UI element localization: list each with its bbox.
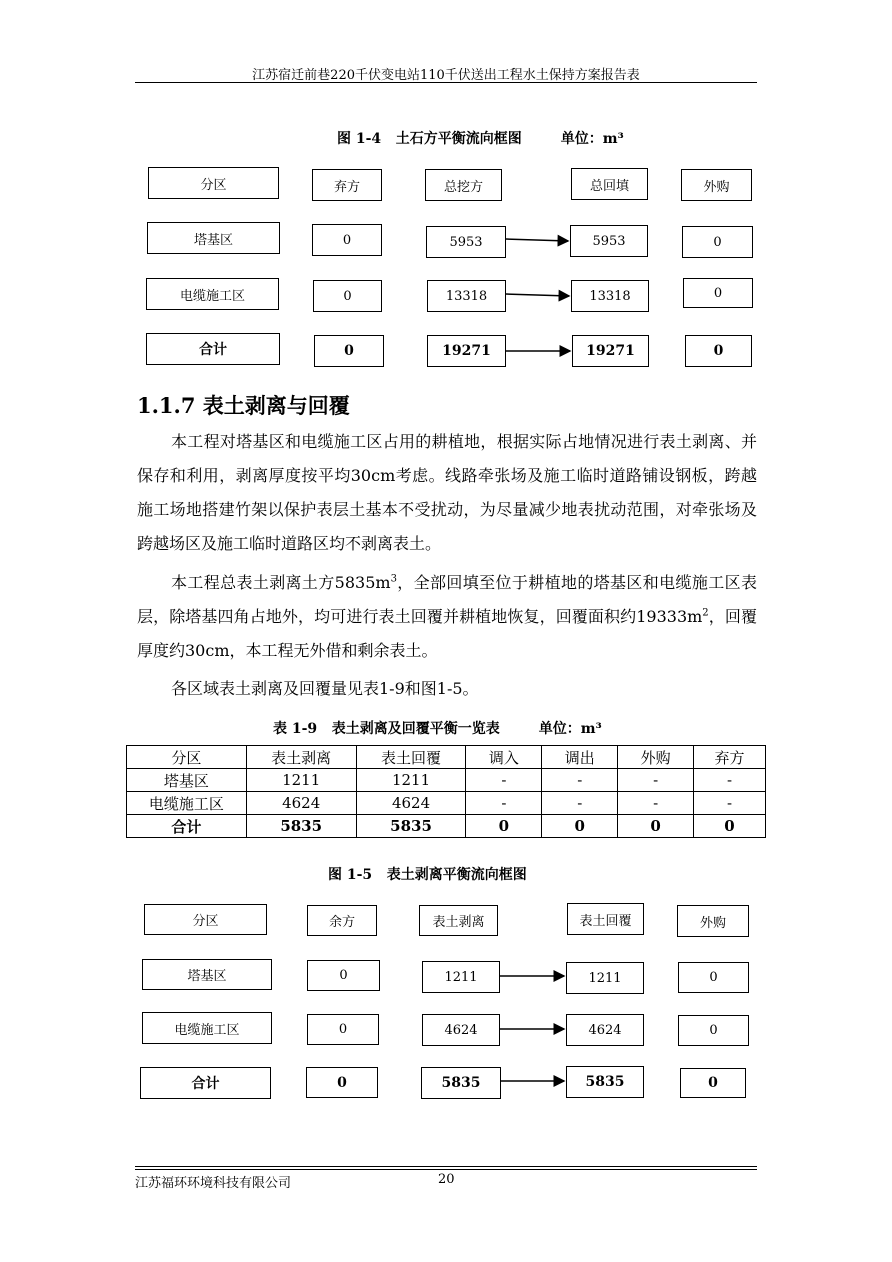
fig15-row2-cover: 4624: [566, 1014, 644, 1046]
fig14-header-zone: 分区: [148, 167, 279, 199]
fig14-row2-excavation: 13318: [427, 280, 506, 312]
table-header-cell: 调出: [542, 746, 618, 769]
table-cell: 0: [618, 815, 694, 838]
fig14-arrow-row1: [506, 239, 568, 241]
fig14-total-excavation: 19271: [427, 335, 506, 367]
fig15-header-surplus: 余方: [307, 905, 377, 936]
paragraph-3: 各区域表土剥离及回覆量见表1-9和图1-5。: [171, 679, 479, 698]
table-cell: -: [694, 769, 766, 792]
table-cell: -: [618, 792, 694, 815]
table-cell: -: [694, 792, 766, 815]
table-header-cell: 外购: [618, 746, 694, 769]
figure-1-4-caption: 图 1-4 土石方平衡流向框图 单位：m³: [337, 131, 624, 147]
fig15-total-zone: 合计: [140, 1067, 271, 1099]
fig14-total-waste: 0: [314, 335, 384, 367]
fig14-total-purchase: 0: [685, 335, 752, 367]
fig15-row2-zone: 电缆施工区: [142, 1012, 272, 1044]
table-header-cell: 分区: [127, 746, 247, 769]
table-cell: 0: [466, 815, 542, 838]
fig14-row1-backfill: 5953: [570, 225, 648, 257]
table-header-cell: 表土回覆: [356, 746, 466, 769]
fig15-total-strip: 5835: [421, 1067, 501, 1099]
table-cell: 塔基区: [127, 769, 247, 792]
fig14-total-zone: 合计: [146, 333, 280, 365]
table-cell: -: [466, 769, 542, 792]
page-header-title: 江苏宿迁前巷220千伏变电站110千伏送出工程水土保持方案报告表: [252, 68, 640, 83]
fig15-row2-purchase: 0: [678, 1015, 749, 1046]
fig15-total-surplus: 0: [306, 1067, 378, 1098]
fig15-total-cover: 5835: [566, 1066, 644, 1098]
fig15-row1-zone: 塔基区: [142, 959, 272, 990]
table-header-cell: 弃方: [694, 746, 766, 769]
fig15-total-purchase: 0: [680, 1068, 746, 1098]
fig15-row1-cover: 1211: [566, 962, 644, 994]
fig15-row2-surplus: 0: [307, 1014, 379, 1045]
fig15-row1-purchase: 0: [678, 962, 749, 993]
fig14-header-waste: 弃方: [312, 169, 382, 201]
footer-company: 江苏福环环境科技有限公司: [135, 1176, 292, 1191]
page-number: 20: [438, 1172, 455, 1187]
table-cell: 1211: [356, 769, 466, 792]
fig15-row2-strip: 4624: [422, 1014, 500, 1046]
fig15-header-zone: 分区: [144, 904, 267, 935]
fig14-row1-waste: 0: [312, 224, 382, 256]
table-cell: -: [466, 792, 542, 815]
table-cell: 合计: [127, 815, 247, 838]
table-header-cell: 表土剥离: [246, 746, 356, 769]
fig15-row1-surplus: 0: [307, 960, 380, 991]
footer-rule: [135, 1166, 757, 1167]
table-cell: 0: [694, 815, 766, 838]
footer-rule-secondary: [135, 1169, 757, 1170]
fig14-header-backfill: 总回填: [571, 168, 648, 200]
fig14-row2-waste: 0: [313, 280, 382, 312]
table-header-cell: 调入: [466, 746, 542, 769]
fig14-arrow-row2: [506, 294, 569, 296]
paragraph-1: 本工程对塔基区和电缆施工区占用的耕植地，根据实际占地情况进行表土剥离、并保存和利用，剥离厚度按平均30cm考虑。线路牵张场及施工临时道路铺设钢板，跨越施工场地搭建竹架以保护表层土基本不受扰动，为尽量减少地表扰动范围，对牵张场及跨越场区及施工临时道路区均不剥离表土。: [137, 432, 757, 553]
table-cell: 5835: [356, 815, 466, 838]
table-cell: 0: [542, 815, 618, 838]
section-title: 1.1.7 表土剥离与回覆: [137, 393, 350, 418]
fig14-header-excavation: 总挖方: [425, 169, 502, 201]
figure-1-5-caption: 图 1-5 表土剥离平衡流向框图: [328, 867, 527, 883]
fig15-header-cover: 表土回覆: [567, 903, 644, 935]
fig15-row1-strip: 1211: [422, 961, 500, 993]
table-cell: 1211: [246, 769, 356, 792]
fig14-header-purchase: 外购: [681, 169, 752, 201]
table-cell: 电缆施工区: [127, 792, 247, 815]
fig14-total-backfill: 19271: [572, 335, 649, 367]
fig14-row2-backfill: 13318: [571, 280, 649, 312]
table-1-9-caption: 表 1-9 表土剥离及回覆平衡一览表 单位：m³: [273, 721, 602, 737]
fig14-row2-purchase: 0: [683, 278, 753, 308]
fig14-row1-zone: 塔基区: [147, 222, 280, 254]
fig14-row1-purchase: 0: [682, 226, 753, 258]
table-cell: 5835: [246, 815, 356, 838]
fig14-row2-zone: 电缆施工区: [146, 278, 279, 310]
table-cell: -: [542, 792, 618, 815]
table-cell: 4624: [246, 792, 356, 815]
table-cell: -: [542, 769, 618, 792]
fig15-header-purchase: 外购: [677, 905, 749, 937]
fig15-header-strip: 表土剥离: [419, 905, 498, 936]
table-cell: 4624: [356, 792, 466, 815]
paragraph-2: 本工程总表土剥离土方$5835m^3$，全部回填至位于耕植地的塔基区和电缆施工区表层，除塔基四角占地外，均可进行表土回覆并耕植地恢复，回覆面积约$19333m^2$，回覆厚度约30cm，本工程无外借和剩余表土。: [137, 573, 757, 660]
fig14-row1-excavation: 5953: [426, 226, 506, 258]
table-cell: -: [618, 769, 694, 792]
